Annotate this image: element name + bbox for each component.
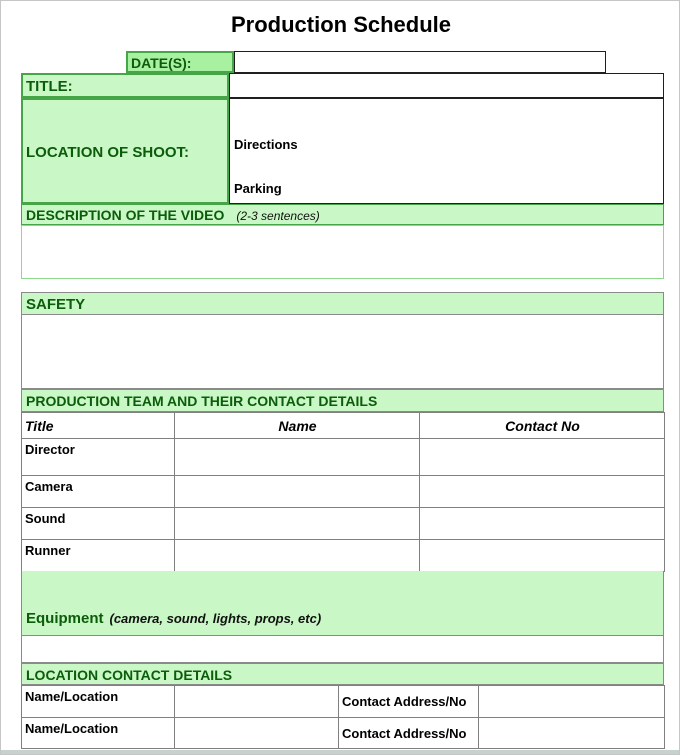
safety-header: [21, 292, 664, 315]
role-label-sound: Sound: [22, 508, 175, 540]
description-label: DESCRIPTION OF THE VIDEO: [26, 207, 225, 223]
production-team-header-row: [22, 413, 665, 439]
contact-address-input[interactable]: [479, 718, 665, 749]
production-team-table: [21, 412, 665, 572]
production-team-label: PRODUCTION TEAM AND THEIR CONTACT DETAILS: [26, 393, 378, 409]
location-contact-header: [21, 663, 664, 685]
contact-address-label: Contact Address/No: [339, 718, 479, 749]
contact-address-label: Contact Address/No: [339, 686, 479, 718]
description-hint: (2-3 sentences): [236, 209, 320, 223]
page-bottom-edge: [1, 750, 680, 755]
role-label-camera: Camera: [22, 476, 175, 508]
safety-input[interactable]: [21, 314, 664, 389]
location-contact-table: [21, 685, 665, 749]
sound-name-cell[interactable]: [175, 508, 420, 540]
date-input[interactable]: [234, 51, 606, 73]
camera-contact-cell[interactable]: [420, 476, 665, 508]
column-header-name: Name: [175, 413, 420, 439]
title-input[interactable]: [229, 73, 664, 98]
column-header-title: Title: [22, 413, 175, 439]
camera-name-cell[interactable]: [175, 476, 420, 508]
table-row-director: [22, 439, 665, 476]
equipment-header-block: [21, 571, 664, 636]
column-header-contact-no: Contact No: [420, 413, 665, 439]
production-team-header: [21, 389, 664, 412]
date-label: DATE(S):: [131, 55, 192, 71]
name-location-label: Name/Location: [22, 718, 175, 749]
location-label-cell: [21, 98, 229, 204]
name-location-label: Name/Location: [22, 686, 175, 718]
page-title: Production Schedule: [230, 12, 452, 37]
table-row-runner: [22, 540, 665, 572]
title-label: TITLE:: [26, 78, 73, 95]
location-input-area[interactable]: [229, 98, 664, 204]
location-contact-row-2: [22, 718, 665, 749]
director-name-cell[interactable]: [175, 439, 420, 476]
runner-name-cell[interactable]: [175, 540, 420, 572]
parking-label: Parking: [234, 181, 282, 196]
director-contact-cell[interactable]: [420, 439, 665, 476]
name-location-input[interactable]: [175, 686, 339, 718]
contact-address-input[interactable]: [479, 686, 665, 718]
title-label-cell: [21, 73, 229, 98]
date-label-cell: [126, 51, 234, 73]
equipment-hint: (camera, sound, lights, props, etc): [109, 611, 322, 626]
equipment-input[interactable]: [21, 636, 664, 663]
location-contact-label: LOCATION CONTACT DETAILS: [26, 667, 233, 683]
safety-label: SAFETY: [26, 296, 86, 313]
location-contact-row-1: [22, 686, 665, 718]
table-row-sound: [22, 508, 665, 540]
location-label: LOCATION OF SHOOT:: [26, 143, 190, 161]
table-row-camera: [22, 476, 665, 508]
description-header: [21, 204, 664, 225]
sound-contact-cell[interactable]: [420, 508, 665, 540]
runner-contact-cell[interactable]: [420, 540, 665, 572]
role-label-director: Director: [22, 439, 175, 476]
description-input[interactable]: [21, 225, 664, 279]
equipment-label: Equipment: [26, 610, 104, 627]
role-label-runner: Runner: [22, 540, 175, 572]
directions-label: Directions: [234, 137, 298, 152]
name-location-input[interactable]: [175, 718, 339, 749]
